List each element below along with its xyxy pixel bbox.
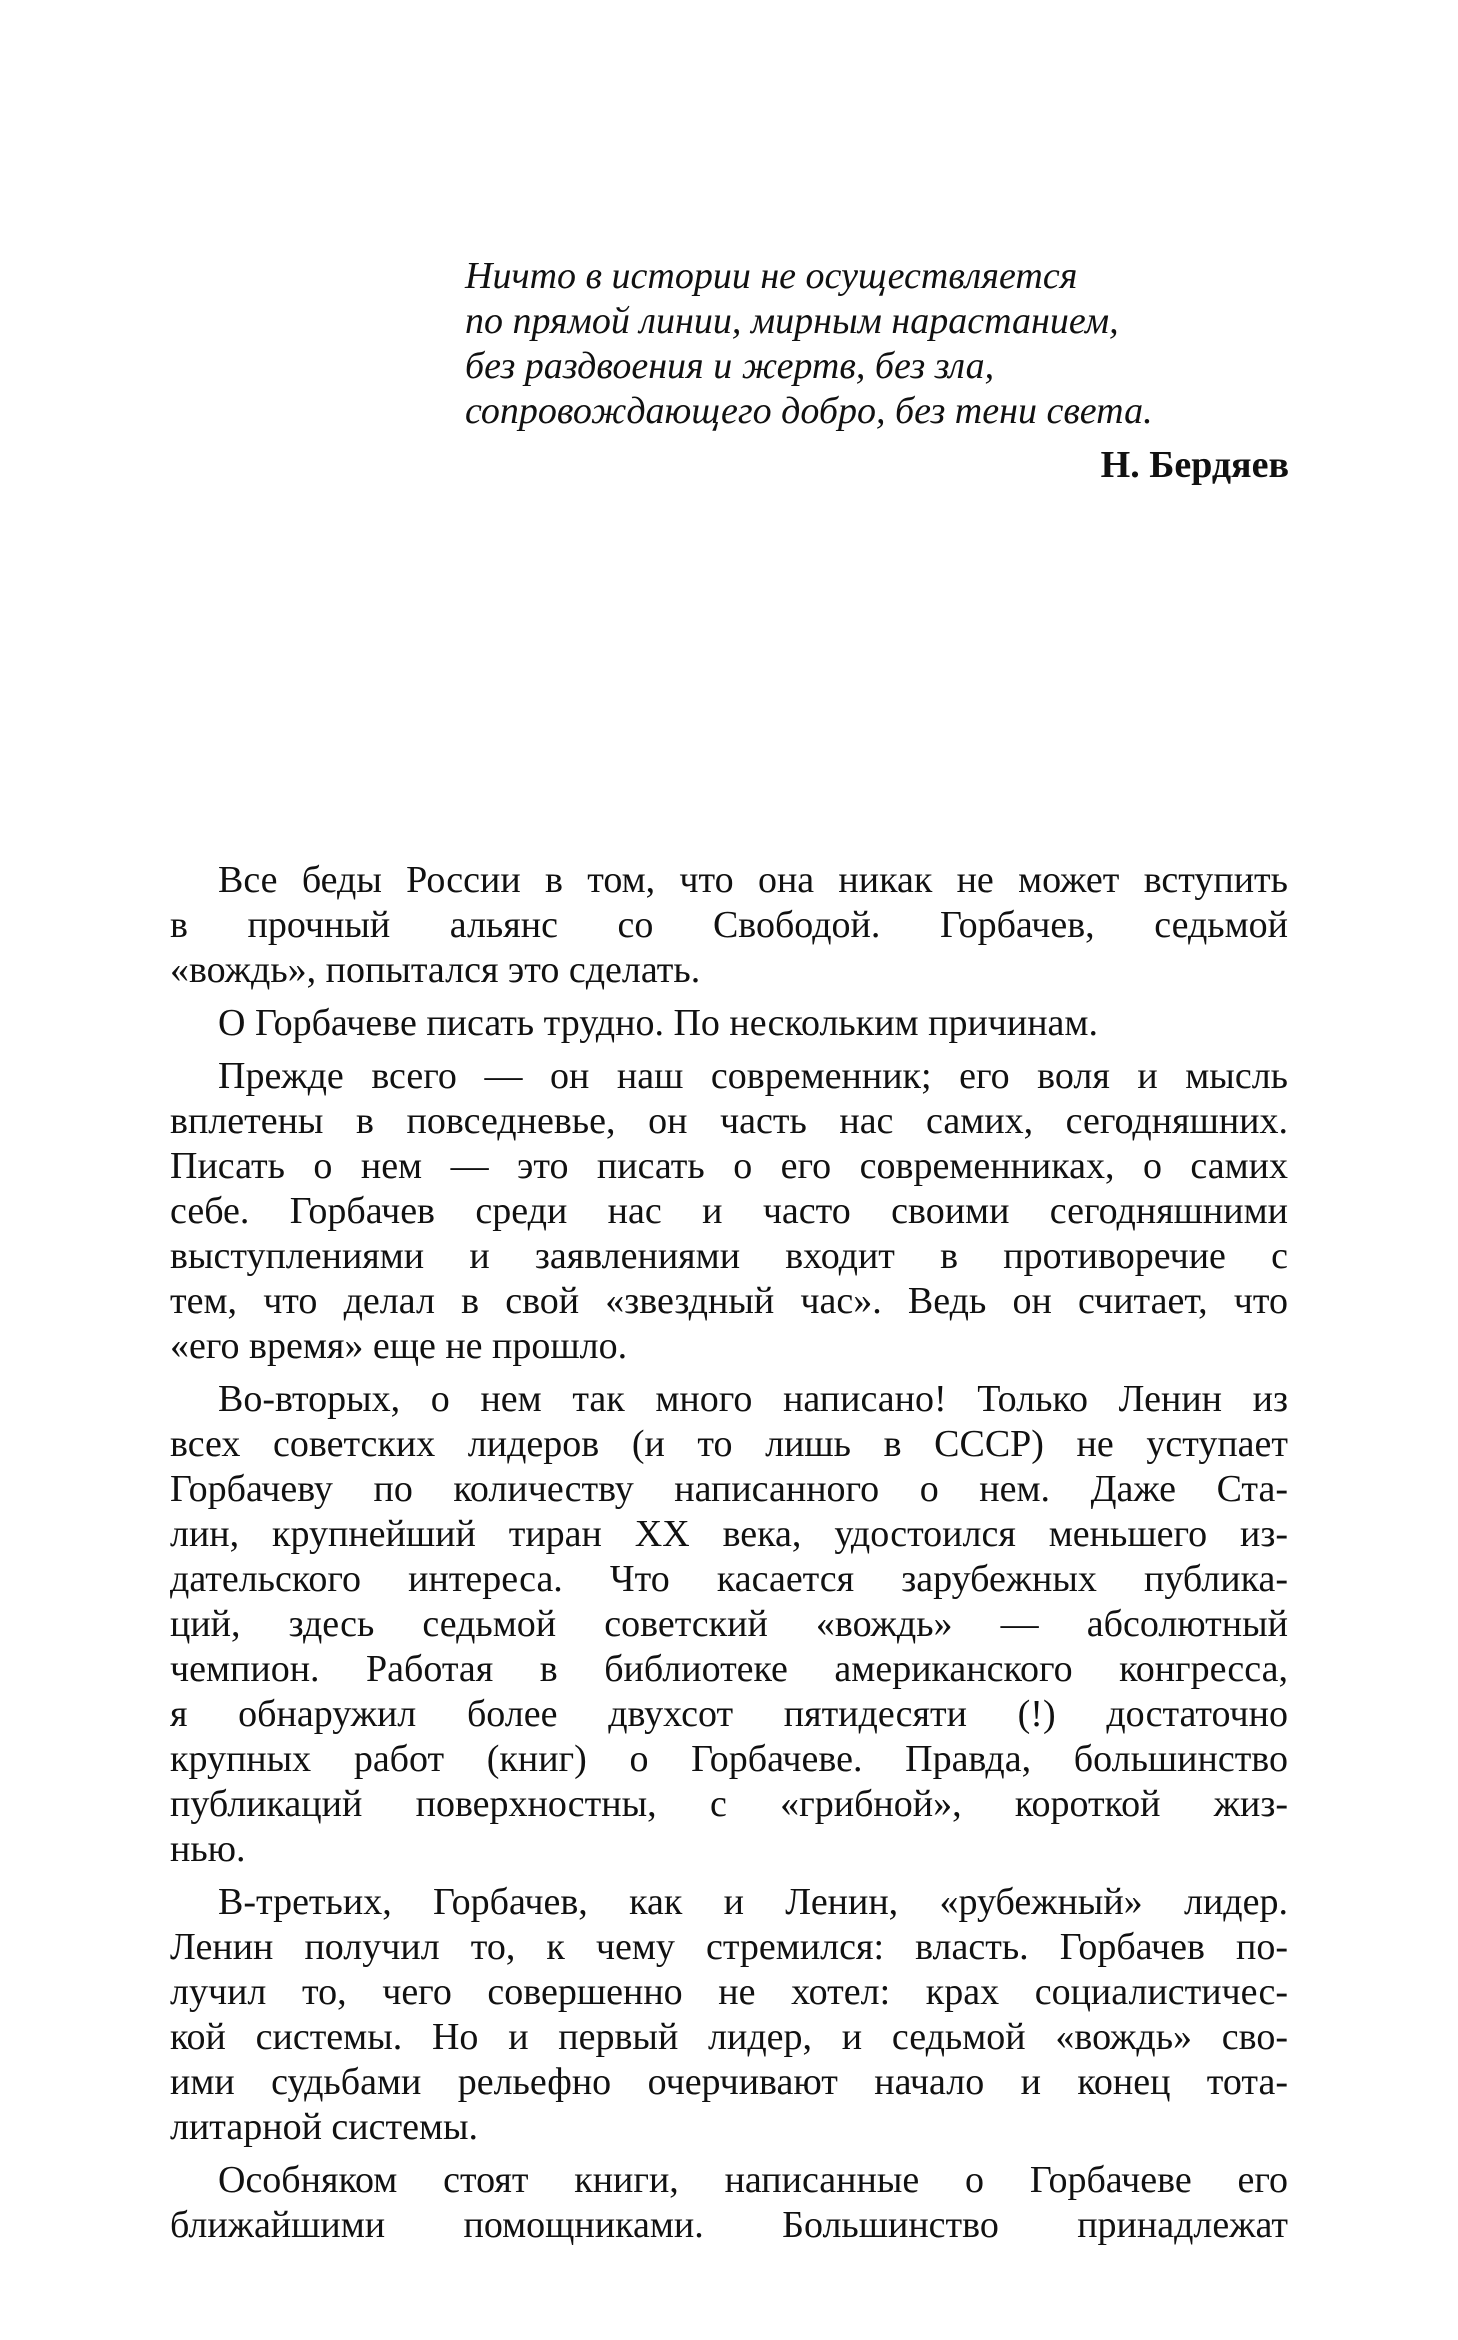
text-line: В-третьих, Горбачев, как и Ленин, «рубежный» лидер. <box>218 1881 1288 1923</box>
text-line: крупных работ (книг) о Горбачеве. Правда, большинство <box>170 1738 1288 1780</box>
text-line: лин, крупнейший тиран XX века, удостоился меньшего из- <box>170 1513 1288 1555</box>
epigraph-line: по прямой линии, мирным нарастанием, <box>465 300 1119 342</box>
text-line: Горбачеву по количеству написанного о нем. Даже Ста- <box>170 1468 1288 1510</box>
paragraph <box>170 1880 1288 2150</box>
paragraph <box>170 2158 1288 2248</box>
text-line: ими судьбами рельефно очерчивают начало и конец тота- <box>170 2061 1288 2103</box>
text-line: Ленин получил то, к чему стремился: власть. Горбачев по- <box>170 1926 1288 1968</box>
text-line: Писать о нем — это писать о его современниках, о самих <box>170 1145 1288 1187</box>
text-line: публикаций поверхностны, с «грибной», короткой жиз- <box>170 1783 1288 1825</box>
text-line: я обнаружил более двухсот пятидесяти (!) достаточно <box>170 1693 1288 1735</box>
text-line: тем, что делал в свой «звездный час». Ведь он считает, что <box>170 1280 1288 1322</box>
text-line: Все беды России в том, что она никак не может вступить <box>218 859 1288 901</box>
text-line: кой системы. Но и первый лидер, и седьмой «вождь» сво- <box>170 2016 1288 2058</box>
text-line: себе. Горбачев среди нас и часто своими сегодняшними <box>170 1190 1288 1232</box>
text-line: «его время» еще не прошло. <box>170 1325 628 1367</box>
body-text <box>170 858 1288 2256</box>
epigraph-line: Ничто в истории не осуществляется <box>465 255 1078 297</box>
text-line: нью. <box>170 1828 246 1870</box>
text-line: выступлениями и заявлениями входит в противоречие с <box>170 1235 1288 1277</box>
text-line: Во-вторых, о нем так много написано! Только Ленин из <box>218 1378 1288 1420</box>
epigraph-line: без раздвоения и жертв, без зла, <box>465 345 995 387</box>
text-line: лучил то, чего совершенно не хотел: крах социалистичес- <box>170 1971 1288 2013</box>
text-line: О Горбачеве писать трудно. По нескольким причинам. <box>218 1002 1098 1044</box>
text-line: чемпион. Работая в библиотеке американского конгресса, <box>170 1648 1288 1690</box>
text-line: всех советских лидеров (и то лишь в СССР) не уступает <box>170 1423 1288 1465</box>
paragraph <box>170 858 1288 993</box>
text-line: в прочный альянс со Свободой. Горбачев, седьмой <box>170 904 1288 946</box>
text-line: Прежде всего — он наш современник; его воля и мысль <box>218 1055 1288 1097</box>
paragraph <box>170 1001 1288 1046</box>
paragraph <box>170 1054 1288 1369</box>
paragraph <box>170 1377 1288 1872</box>
epigraph <box>465 254 1295 488</box>
text-line: Особняком стоят книги, написанные о Горбачеве его <box>218 2159 1288 2201</box>
text-line: вплетены в повседневье, он часть нас самих, сегодняшних. <box>170 1100 1288 1142</box>
text-line: ций, здесь седьмой советский «вождь» — абсолютный <box>170 1603 1288 1645</box>
text-line: ближайшими помощниками. Большинство принадлежат <box>170 2204 1288 2246</box>
text-line: дательского интереса. Что касается зарубежных публика- <box>170 1558 1288 1600</box>
epigraph-author: Н. Бердяев <box>1100 444 1289 486</box>
text-line: литарной системы. <box>170 2106 479 2148</box>
text-line: «вождь», попытался это сделать. <box>170 949 701 991</box>
epigraph-line: сопровождающего добро, без тени света. <box>465 390 1153 432</box>
